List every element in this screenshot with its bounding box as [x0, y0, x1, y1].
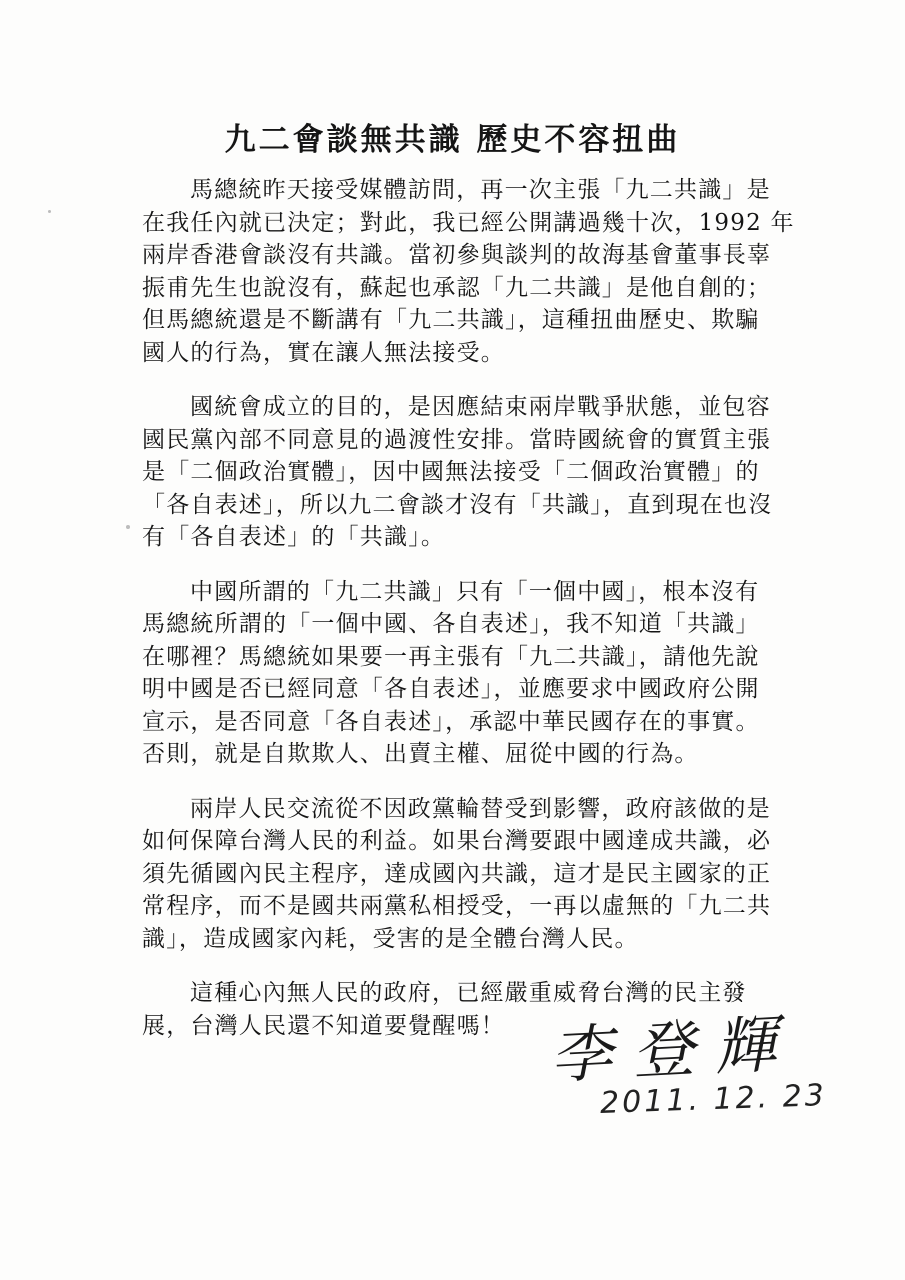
text-line: 國民黨內部不同意見的過渡性安排。當時國統會的實質主張	[142, 426, 772, 453]
text-line: 識」，造成國家內耗，受害的是全體台灣人民。	[142, 925, 639, 952]
text-line: 但馬總統還是不斷講有「九二共識」，這種扭曲歷史、欺騙	[142, 307, 760, 333]
handwritten-signature: 李登輝	[548, 1006, 799, 1093]
text-line: 國人的行為，實在讓人無法接受。	[142, 339, 505, 366]
text-line: 馬總統所謂的「一個中國、各自表述」，我不知道「共識」	[142, 611, 760, 637]
text-line: 振甫先生也說沒有，蘇起也承認「九二共識」是他自創的；	[142, 274, 772, 301]
scan-speck	[126, 525, 130, 529]
text-line: 如何保障台灣人民的利益。如果台灣要跟中國達成共識，必	[142, 828, 772, 854]
text-line: 宣示，是否同意「各自表述」，承認中華民國存在的事實。	[142, 708, 760, 735]
paragraph	[142, 174, 795, 369]
text-line: 是「二個政治實體」，因中國無法接受「二個政治實體」的	[142, 459, 760, 485]
paragraph	[142, 391, 782, 554]
document-body	[142, 174, 795, 1064]
text-line: 須先循國內民主程序，達成國內共識，這才是民主國家的正	[142, 860, 772, 887]
text-line: 兩岸人民交流從不因政黨輪替受到影響，政府該做的是	[190, 795, 771, 822]
text-line: 國統會成立的目的，是因應結束兩岸戰爭狀態，並包容	[190, 394, 771, 420]
paragraph	[142, 576, 782, 771]
text-line: 在哪裡？馬總統如果要一再主張有「九二共識」，請他先說	[142, 643, 760, 670]
text-line: 在我任內就已決定；對此，我已經公開講過幾十次，1992 年	[142, 209, 795, 236]
scan-speck	[48, 210, 51, 213]
text-line: 否則，就是自欺欺人、出賣主權、屈從中國的行為。	[142, 741, 699, 767]
text-line: 兩岸香港會談沒有共識。當初參與談判的故海基會董事長辜	[142, 242, 772, 268]
text-line: 這種心內無人民的政府，已經嚴重威脅台灣的民主發	[190, 980, 747, 1006]
text-line: 有「各自表述」的「共識」。	[142, 524, 446, 550]
text-line: 中國所謂的「九二共識」只有「一個中國」，根本沒有	[190, 578, 760, 605]
handwritten-date: 2011. 12. 23	[599, 1078, 828, 1121]
text-line: 展，台灣人民還不知道要覺醒嗎！	[142, 1012, 505, 1039]
document-title: 九二會談無共識 歷史不容扭曲	[224, 122, 681, 158]
text-line: 常程序，而不是國共兩黨私相授受，一再以虛無的「九二共	[142, 893, 772, 919]
paragraph	[142, 793, 782, 956]
text-line: 「各自表述」，所以九二會談才沒有「共識」，直到現在也沒	[142, 491, 773, 518]
text-line: 馬總統昨天接受媒體訪問，再一次主張「九二共識」是	[190, 177, 771, 203]
text-line: 明中國是否已經同意「各自表述」，並應要求中國政府公開	[142, 676, 760, 702]
